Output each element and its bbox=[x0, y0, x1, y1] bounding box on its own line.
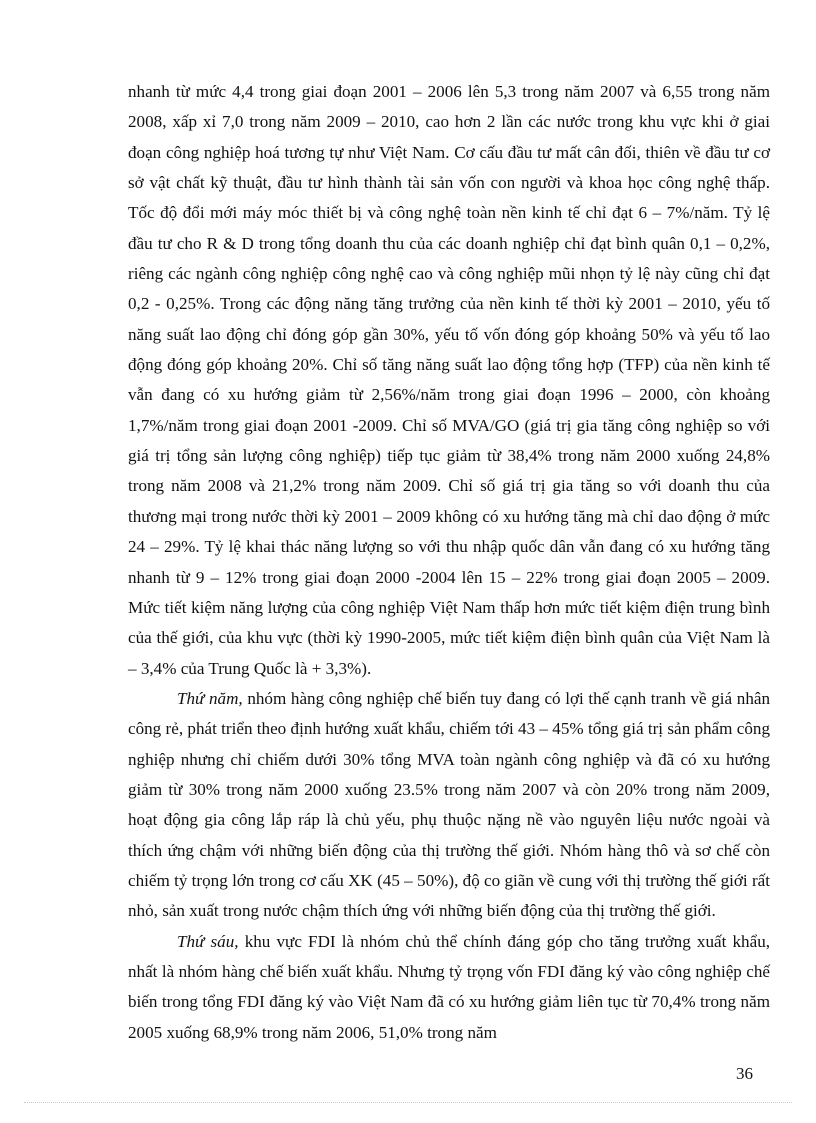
paragraph-thu-nam bbox=[128, 684, 770, 927]
paragraph-2-text: nhóm hàng công nghiệp chế biến tuy đang có lợi thế cạnh tranh về giá nhân công rẻ, phát triển theo định hướng xuất khẩu, chiếm tới 43 – 45% tổng giá trị sản phẩm công nghiệp nhưng chỉ chiếm dưới 30% tổng MVA toàn ngành công nghiệp và đã có xu hướng giảm từ 30% trong năm 2000 xuống 23.5% trong năm 2007 và còn 20% trong năm 2009, hoạt động gia công lắp ráp là chủ yếu, phụ thuộc nặng nề vào nguyên liệu nước ngoài và thích ứng chậm với những biến động của thị trường thế giới. Nhóm hàng thô và sơ chế còn chiếm tỷ trọng lớn trong cơ cấu XK (45 – 50%), độ co giãn về cung với thị trường thế giới rất nhỏ, sản xuất trong nước chậm thích ứng với những biến động của thị trường thế giới. bbox=[128, 688, 770, 921]
paragraph-3-text: khu vực FDI là nhóm chủ thể chính đáng góp cho tăng trưởng xuất khẩu, nhất là nhóm hàng chế biến xuất khẩu. Nhưng tỷ trọng vốn FDI đăng ký vào công nghiệp chế biến trong tổng FDI đăng ký vào Việt Nam đã có xu hướng giảm liên tục từ 70,4% trong năm 2005 xuống 68,9% trong năm 2006, 51,0% trong năm bbox=[128, 931, 771, 1042]
paragraph-2-lead: Thứ năm, bbox=[177, 688, 243, 708]
paragraph-thu-sau bbox=[128, 927, 770, 1048]
paragraph-continuation bbox=[128, 77, 770, 684]
footer-divider bbox=[24, 1102, 792, 1103]
body-text bbox=[128, 77, 770, 1048]
paragraph-3-lead: Thứ sáu, bbox=[177, 931, 239, 951]
paragraph-1-text: nhanh từ mức 4,4 trong giai đoạn 2001 – 2006 lên 5,3 trong năm 2007 và 6,55 trong năm 2008, xấp xỉ 7,0 trong năm 2009 – 2010, cao hơn 2 lần các nước trong khu vực khi ở giai đoạn công nghiệp hoá tương tự như Việt Nam. Cơ cấu đầu tư mất cân đối, thiên về đầu tư cơ sở vật chất kỹ thuật, đầu tư hình thành tài sản vốn con người và khoa học công nghệ thấp. Tốc độ đổi mới máy móc thiết bị và công nghệ toàn nền kinh tế chỉ đạt 6 – 7%/năm. Tỷ lệ đầu tư cho R & D trong tổng doanh thu của các doanh nghiệp chỉ đạt bình quân 0,1 – 0,2%, riêng các ngành công nghiệp công nghệ cao và công nghiệp mũi nhọn tỷ lệ này cũng chỉ đạt 0,2 - 0,25%. Trong các động năng tăng trưởng của nền kinh tế thời kỳ 2001 – 2010, yếu tố năng suất lao động chỉ đóng góp gần 30%, yếu tố vốn đóng góp khoảng 50% và yếu tố lao động đóng góp khoảng 20%. Chỉ số tăng năng suất lao động tổng hợp (TFP) của nền kinh tế vẫn đang có xu hướng giảm từ 2,56%/năm trong giai đoạn 1996 – 2000, còn khoảng 1,7%/năm trong giai đoạn 2001 -2009. Chỉ số MVA/GO (giá trị gia tăng công nghiệp so với giá trị tổng sản lượng công nghiệp) tiếp tục giảm từ 38,4% trong năm 2000 xuống 24,8% trong năm 2008 và 21,2% trong năm 2009. Chỉ số giá trị gia tăng so với doanh thu của thương mại trong nước thời kỳ 2001 – 2009 không có xu hướng tăng mà chỉ dao động ở mức 24 – 29%. Tỷ lệ khai thác năng lượng so với thu nhập quốc dân vẫn đang có xu hướng tăng nhanh từ 9 – 12% trong giai đoạn 2000 -2004 lên 15 – 22% trong giai đoạn 2005 – 2009. Mức tiết kiệm năng lượng của công nghiệp Việt Nam thấp hơn mức tiết kiệm điện trung bình của thế giới, của khu vực (thời kỳ 1990-2005, mức tiết kiệm điện bình quân của Việt Nam là – 3,4% của Trung Quốc là + 3,3%). bbox=[128, 82, 770, 678]
page-number: 36 bbox=[736, 1064, 753, 1083]
